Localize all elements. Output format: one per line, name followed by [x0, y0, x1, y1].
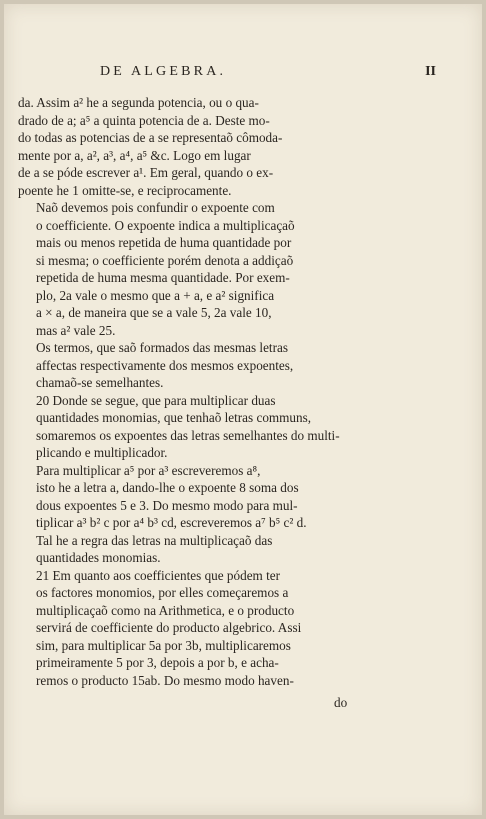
text-line: primeiramente 5 por 3, depois a por b, e acha- [36, 655, 279, 670]
text-line: mais ou menos repetida de huma quantidade por [36, 235, 292, 250]
text-line: multiplicaçaõ como na Arithmetica, e o producto [36, 602, 295, 618]
text-line: repetida de huma mesma quantidade. Por exem- [36, 270, 290, 285]
body-text [18, 94, 378, 689]
text-line: sim, para multiplicar 5a por 3b, multiplicaremos [36, 637, 291, 653]
paragraph [18, 94, 378, 199]
text-line: a × a, de maneira que se a vale 5, 2a vale 10, [36, 305, 272, 320]
text-line: dous expoentes 5 e 3. Do mesmo modo para mul- [36, 497, 298, 513]
text-line: Os termos, que saõ formados das mesmas letras [36, 340, 288, 355]
text-line: do todas as potencias de a se representaõ cômoda- [18, 130, 283, 145]
text-line: quantidades monomias. [36, 550, 161, 565]
book-page [4, 4, 482, 815]
text-line: de a se póde escrever a¹. Em geral, quando o ex- [18, 165, 274, 180]
page-number: II [425, 64, 436, 79]
text-line: mente por a, a², a³, a⁴, a⁵ &c. Logo em lugar [18, 147, 251, 163]
text-line: servirá de coefficiente do producto algebrico. Assi [36, 620, 302, 635]
text-line: tiplicar a³ b² c por a⁴ b³ cd, escreveremos a⁷ b⁵ c² d. [36, 515, 307, 530]
text-line: Para multiplicar a⁵ por a³ escreveremos a⁸, [36, 462, 261, 478]
text-line: Naõ devemos pois confundir o expoente com [36, 200, 275, 215]
text-line: 21 Em quanto aos coefficientes que pódem ter [36, 567, 281, 583]
text-line: drado de a; a⁵ a quinta potencia de a. Deste mo- [18, 112, 270, 128]
text-line: chamaõ-se semelhantes. [36, 375, 164, 390]
text-line: remos o producto 15ab. Do mesmo modo haven- [36, 672, 294, 688]
text-line: plo, 2a vale o mesmo que a + a, e a² significa [36, 287, 275, 303]
text-line: o coefficiente. O expoente indica a multiplicaçaõ [36, 217, 295, 233]
text-line: affectas respectivamente dos mesmos expoentes, [36, 357, 294, 373]
text-line: si mesma; o coefficiente porém denota a addiçaõ [36, 252, 294, 268]
paragraph [18, 199, 378, 339]
text-line: mas a² vale 25. [36, 322, 116, 338]
text-line: quantidades monomias, que tenhaõ letras communs, [36, 410, 312, 425]
text-line: plicando e multiplicador. [36, 445, 168, 460]
text-line: poente he 1 omitte-se, e reciprocamente. [18, 182, 232, 198]
text-line: da. Assim a² he a segunda potencia, ou o qua- [18, 95, 259, 110]
catchword: do [334, 695, 348, 710]
text-line: os factores monomios, por elles começaremos a [36, 585, 289, 600]
paragraph [18, 339, 378, 392]
text-line: isto he a letra a, dando-lhe o expoente 8 soma dos [36, 480, 299, 495]
paragraph [18, 462, 378, 567]
paragraph [18, 392, 378, 462]
paragraph [18, 567, 378, 690]
running-head [4, 64, 482, 86]
text-line: 20 Donde se segue, que para multiplicar duas [36, 392, 276, 408]
text-line: Tal he a regra das letras na multiplicaçaõ das [36, 532, 273, 548]
running-title: DE ALGEBRA. [100, 64, 227, 79]
text-line: somaremos os expoentes das letras semelhantes do multi- [36, 427, 340, 443]
